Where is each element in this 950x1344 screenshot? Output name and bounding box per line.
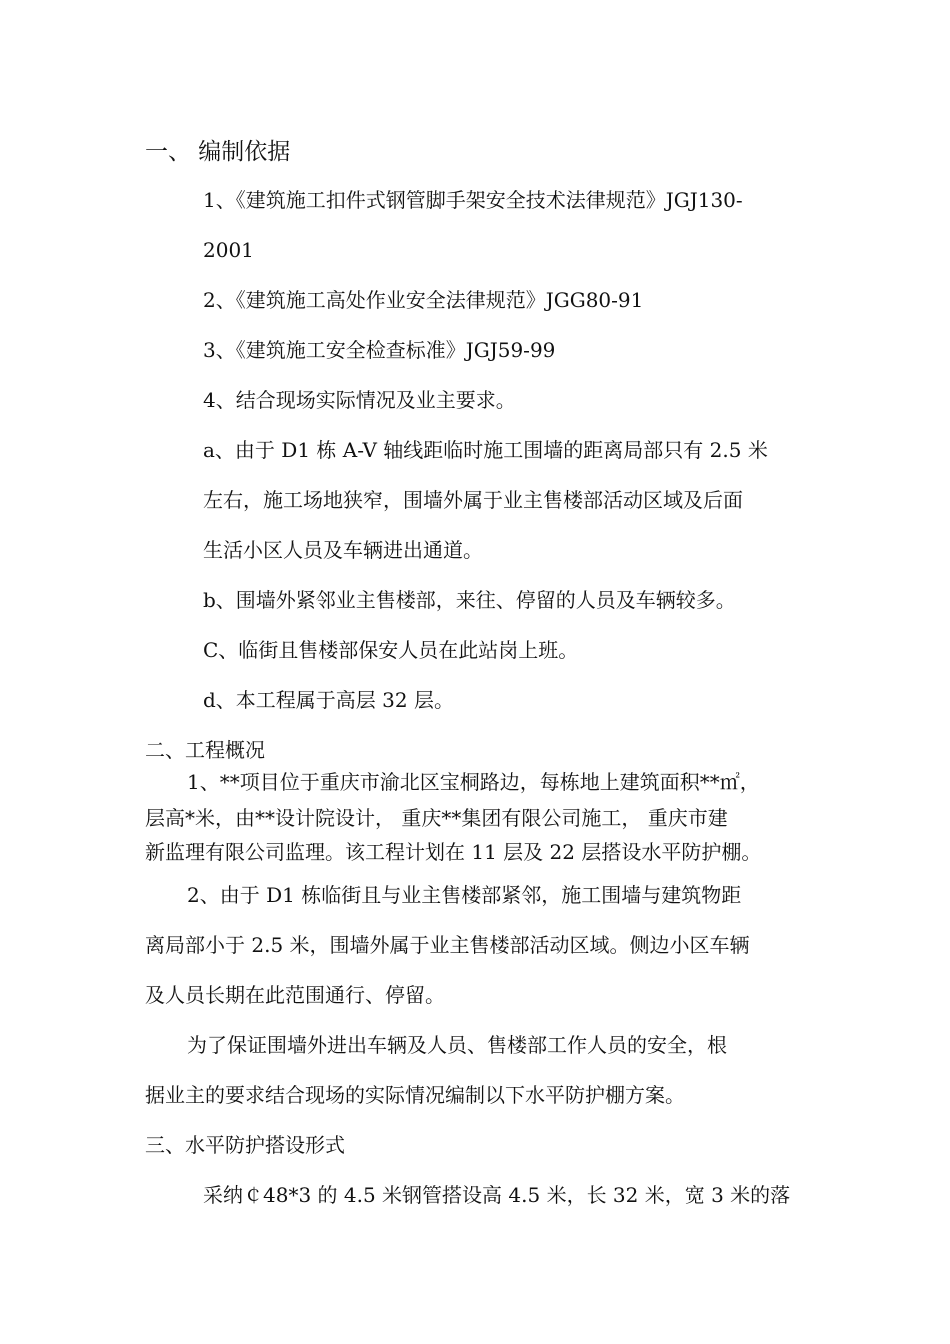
overview-paragraph-line: 1、**项目位于重庆市渝北区宝桐路边，每栋地上建筑面积**㎡，	[187, 770, 760, 794]
overview-paragraph-line: 为了保证围墙外进出车辆及人员、售楼部工作人员的安全，根	[187, 1033, 727, 1057]
basis-subitem: C、临街且售楼部保安人员在此站岗上班。	[203, 638, 579, 662]
basis-item: 3、《建筑施工安全检查标准》JGJ59-99	[203, 338, 556, 362]
overview-paragraph-line: 及人员长期在此范围通行、停留。	[145, 983, 445, 1007]
overview-paragraph-line: 新监理有限公司监理。该工程计划在 11 层及 22 层搭设水平防护棚。	[145, 840, 762, 864]
section-heading: 二、工程概况	[145, 738, 265, 762]
overview-paragraph-line: 层高*米，由**设计院设计， 重庆**集团有限公司施工， 重庆市建	[145, 806, 728, 830]
basis-subitem-continued: 生活小区人员及车辆进出通道。	[203, 538, 483, 562]
setup-paragraph-line: 采纳￠48*3 的 4.5 米钢管搭设高 4.5 米，长 32 米，宽 3 米的落	[203, 1183, 791, 1207]
basis-item-continued: 2001	[203, 238, 254, 262]
basis-subitem-continued: 左右，施工场地狭窄，围墙外属于业主售楼部活动区域及后面	[203, 488, 743, 512]
basis-subitem: a、由于 D1 栋 A-V 轴线距临时施工围墙的距离局部只有 2.5 米	[203, 438, 768, 462]
basis-subitem: b、围墙外紧邻业主售楼部，来往、停留的人员及车辆较多。	[203, 588, 736, 612]
basis-item: 1、《建筑施工扣件式钢管脚手架安全技术法律规范》JGJ130-	[203, 188, 743, 212]
overview-paragraph-line: 2、由于 D1 栋临街且与业主售楼部紧邻，施工围墙与建筑物距	[187, 883, 742, 907]
basis-item: 2、《建筑施工高处作业安全法律规范》JGG80-91	[203, 288, 644, 312]
overview-paragraph-line: 离局部小于 2.5 米，围墙外属于业主售楼部活动区域。侧边小区车辆	[145, 933, 750, 957]
basis-item: 4、结合现场实际情况及业主要求。	[203, 388, 516, 412]
section-heading: 三、水平防护搭设形式	[145, 1133, 345, 1157]
overview-paragraph-line: 据业主的要求结合现场的实际情况编制以下水平防护棚方案。	[145, 1083, 685, 1107]
section-heading: 一、 编制依据	[145, 139, 291, 165]
basis-subitem: d、本工程属于高层 32 层。	[203, 688, 454, 712]
